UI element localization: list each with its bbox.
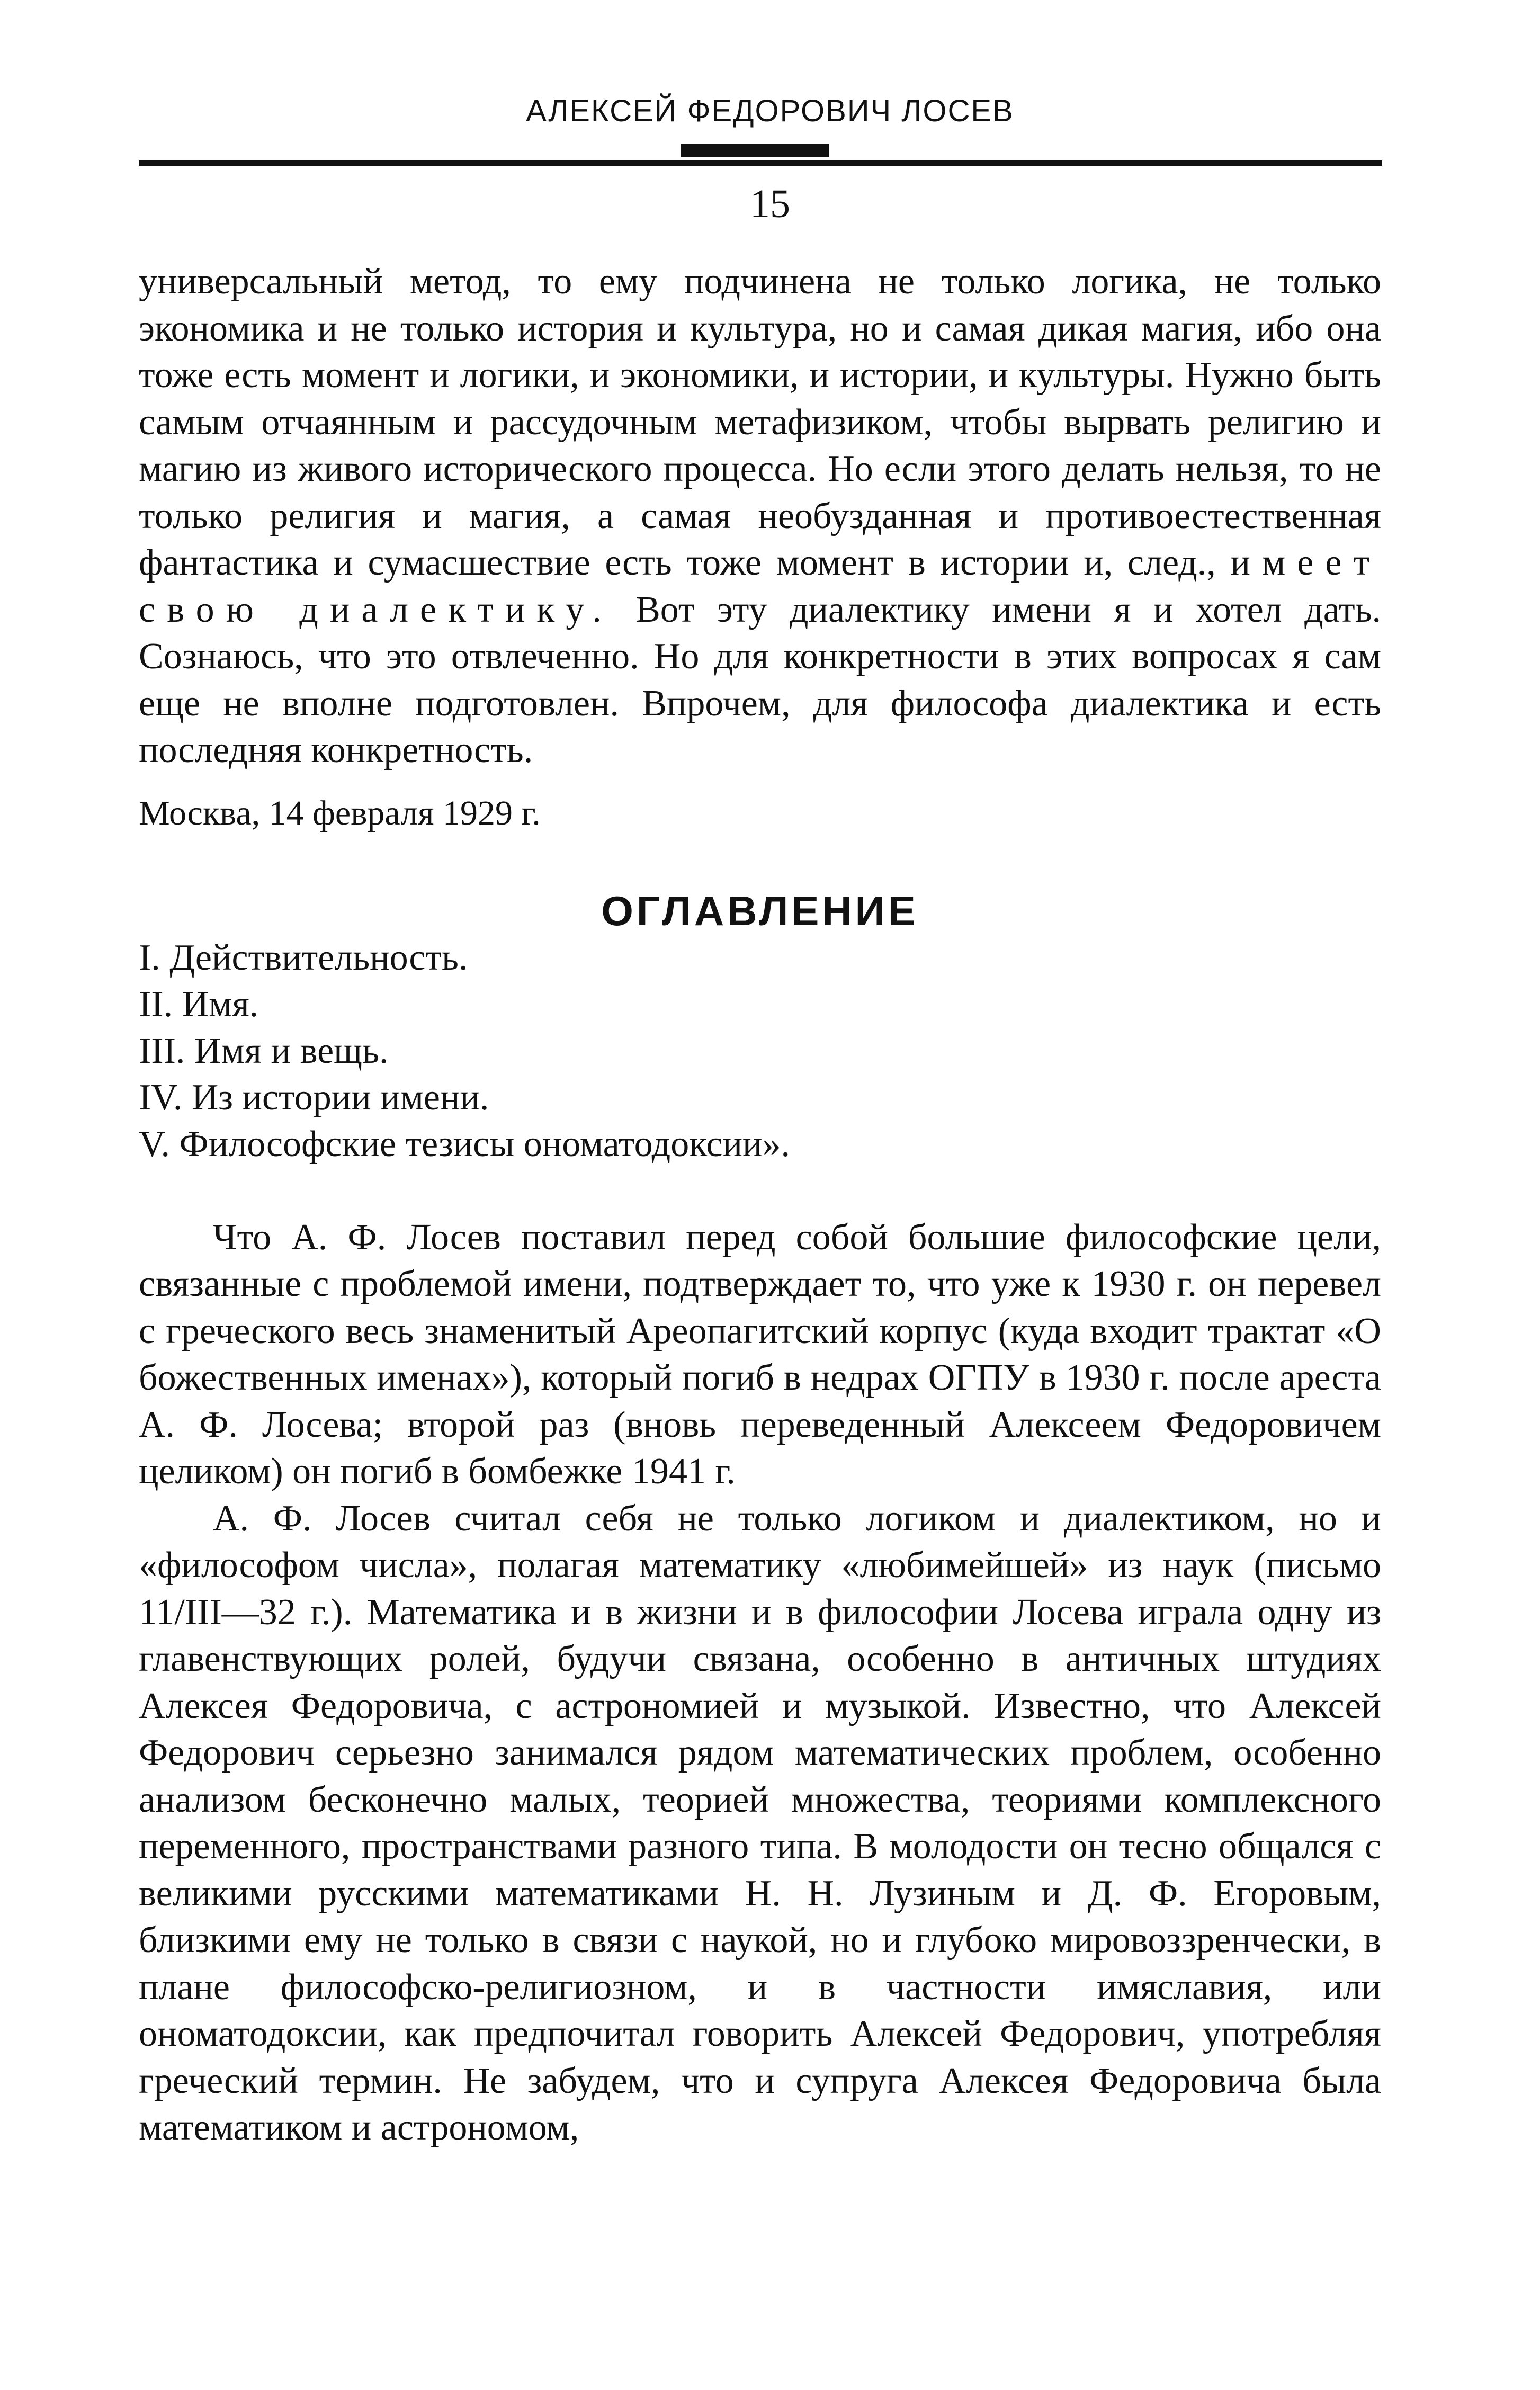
table-of-contents bbox=[139, 935, 1381, 1168]
commentary-paragraph: Что А. Ф. Лосев поставил перед собой большие философские цели, связанные с проблемой имени, подтверждает то, что уже к 1930 г. он перевел с греческого весь знаменитый Ареопагитский корпус (куда входит трактат «О божественных именах»), который погиб в недрах ОГПУ в 1930 г. после ареста А. Ф. Лосева; второй раз (вновь переведенный Алексеем Федоровичем целиком) он погиб в бомбежке 1941 г. bbox=[139, 1216, 1381, 1492]
preface-text-part1: универсальный метод, то ему подчинена не только логика, не только экономика и не только история и культура, но и самая дикая магия, ибо она тоже есть момент и логики, и экономики, и истории, и культуры. Нужно быть самым отчаянным и рассудочным метафизиком, чтобы вырвать религию и магию из живого исторического процесса. Но если этого делать нельзя, то не только религия и магия, а самая необузданная и противоестественная фантастика и сумасшествие есть тоже момент в истории и, след., bbox=[139, 261, 1381, 583]
toc-item: V. Философские тезисы ономатодоксии». bbox=[139, 1123, 790, 1165]
toc-item: I. Действительность. bbox=[139, 937, 468, 978]
preface-paragraph bbox=[139, 258, 1381, 774]
toc-item: III. Имя и вещь. bbox=[139, 1030, 389, 1071]
spaced-emphasis: имеет свою диалектику. bbox=[139, 542, 1382, 630]
header-rule-ornament bbox=[681, 144, 829, 157]
page-number: 15 bbox=[750, 182, 790, 226]
running-head: АЛЕКСЕЙ ФЕДОРОВИЧ ЛОСЕВ bbox=[526, 94, 1014, 128]
place-date: Москва, 14 февраля 1929 г. bbox=[139, 793, 541, 833]
header-rule bbox=[139, 160, 1382, 166]
toc-heading: ОГЛАВЛЕНИЕ bbox=[601, 887, 919, 934]
commentary-paragraph: А. Ф. Лосев считал себя не только логиком и диалектиком, но и «философом числа», полагая математику «любимейшей» из наук (письмо 11/III—32 г.). Математика и в жизни и в философии Лосева играла одну из главенствующих ролей, будучи связана, особенно в античных штудиях Алексея Федоровича, с астрономией и музыкой. Известно, что Алексей Федорович серьезно занимался рядом математических проблем, особенно анализом бесконечно малых, теорией множества, теориями комплексного переменного, пространствами разного типа. В молодости он тесно общался с великими русскими математиками Н. Н. Лузиным и Д. Ф. Егоровым, близкими ему не только в связи с наукой, но и глубоко мировоззренчески, в плане философско-религиозном, и в частности имяславия, или ономатодоксии, как предпочитал говорить Алексей Федорович, употребляя греческий термин. Не забудем, что и супруга Алексея Федоровича была математиком и астрономом, bbox=[139, 1498, 1381, 2148]
toc-item: II. Имя. bbox=[139, 983, 259, 1025]
preface-text-part2: Вот эту диалектику имени я и хотел дать. Сознаюсь, что это отвлеченно. Но для конкретности в этих вопросах я сам еще не вполне подготовлен. Впрочем, для философа диалектика и есть последняя конкретность. bbox=[139, 589, 1381, 771]
toc-item: IV. Из истории имени. bbox=[139, 1077, 489, 1118]
text-block bbox=[139, 258, 1381, 2152]
section-spacer bbox=[139, 1168, 1381, 1214]
